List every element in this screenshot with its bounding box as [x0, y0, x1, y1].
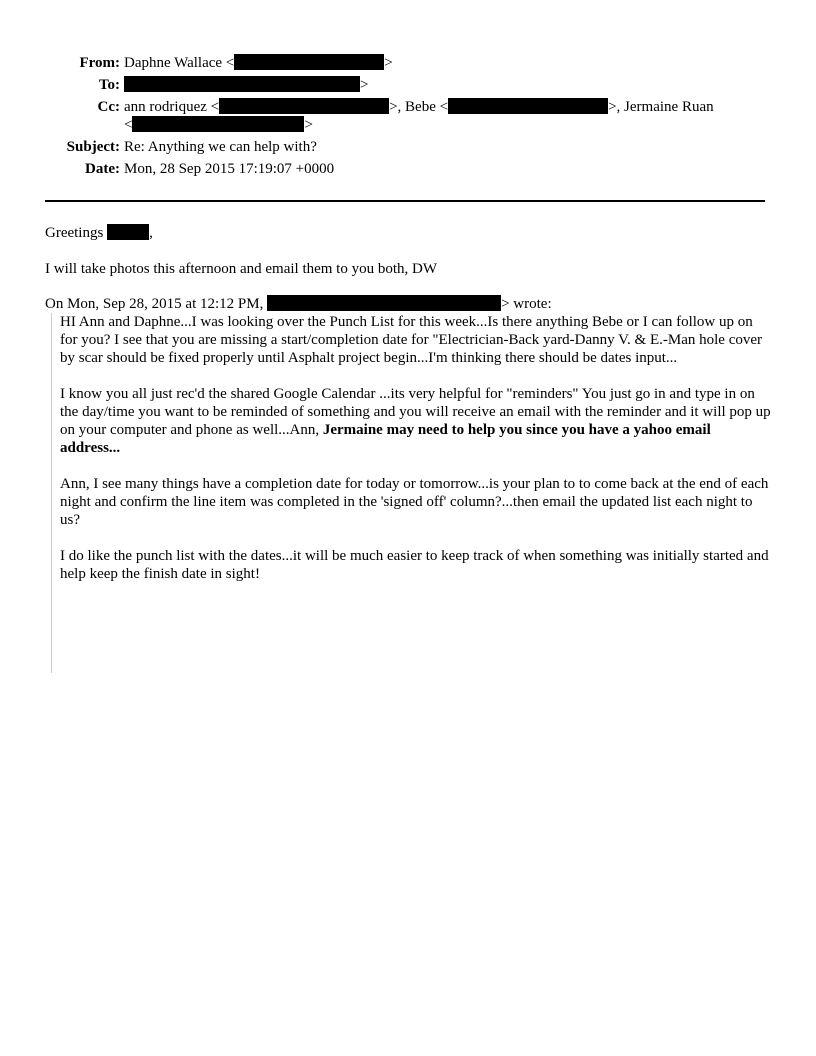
attribution-line — [45, 295, 552, 313]
to-close: > — [360, 77, 369, 93]
redacted-block — [267, 295, 501, 311]
quoted-message — [51, 313, 771, 673]
cc-line2-open: < — [124, 117, 133, 133]
quote-p2-text: I know you all just rec'd the shared Google Calendar ...its very helpful for "reminders" You just go in and type in on the day/time you want to be reminded of something and you will receive an email with the reminder and it will pop up on your computer and phone as well...Ann, — [60, 386, 771, 438]
quote-paragraph-3: Ann, I see many things have a completion date for today or tomorrow...is your plan to to come back at the end of each night and confirm the line item was completed in the 'signed off' column?...then email the updated list each night to us? — [60, 476, 769, 528]
cc-part3: >, Jermaine Ruan — [608, 99, 714, 115]
redacted-block — [124, 76, 360, 92]
cc-part1: ann rodriquez < — [124, 99, 220, 115]
quote-paragraph-4: I do like the punch list with the dates...it will be much easier to keep track of when something was initially started and help keep the finish date in sight! — [60, 548, 769, 582]
greeting-end: , — [149, 225, 153, 241]
attribution-start: On Mon, Sep 28, 2015 at 12:12 PM, — [45, 296, 264, 312]
greeting-text: Greetings — [45, 225, 104, 241]
attribution-end: > wrote: — [501, 296, 552, 312]
redacted-block — [107, 224, 149, 240]
cc-label: Cc: — [97, 99, 120, 115]
reply-line: I will take photos this afternoon and email them to you both, DW — [45, 261, 438, 277]
header-divider — [45, 200, 765, 202]
cc-line2-close: > — [304, 117, 313, 133]
subject-value: Re: Anything we can help with? — [124, 139, 317, 155]
from-value — [124, 54, 393, 72]
from-name: Daphne Wallace < — [124, 55, 235, 71]
redacted-block — [448, 98, 608, 114]
cc-value-line2 — [124, 116, 313, 134]
quote-p2-bold: Jermaine may need to help you since you have a yahoo email address... — [60, 422, 711, 456]
cc-part2: >, Bebe < — [389, 99, 449, 115]
date-value: Mon, 28 Sep 2015 17:19:07 +0000 — [124, 161, 335, 177]
quote-paragraph-2 — [60, 385, 771, 457]
from-label: From: — [79, 55, 120, 71]
from-close: > — [384, 55, 393, 71]
cc-value — [124, 98, 714, 116]
redacted-block — [219, 98, 389, 114]
date-label: Date: — [85, 161, 120, 177]
redacted-block — [132, 116, 304, 132]
redacted-block — [234, 54, 384, 70]
to-value — [124, 76, 368, 94]
to-label: To: — [98, 77, 120, 93]
greeting-line — [45, 224, 153, 242]
subject-label: Subject: — [66, 139, 120, 155]
quote-paragraph-1: HI Ann and Daphne...I was looking over the Punch List for this week...Is there anything Bebe or I can follow up on for you? I see that you are missing a start/completion date for "Electrician-Back yard-Danny V. & E.-Man hole cover by scar should be fixed properly until Asphalt project begin...I'm thinking there should be dates input... — [60, 314, 763, 366]
